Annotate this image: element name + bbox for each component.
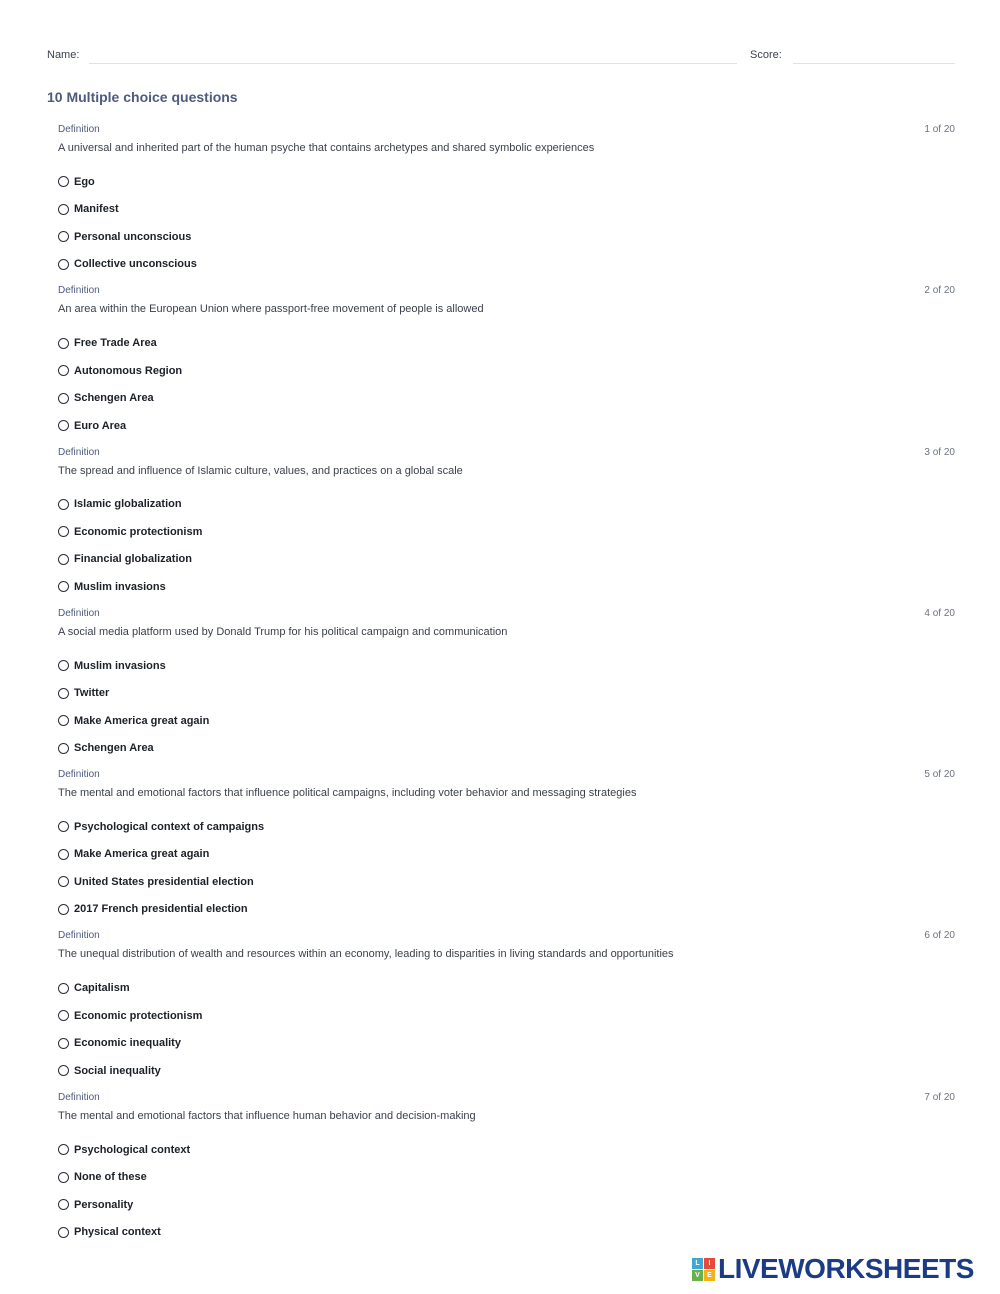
question-type-label: Definition [58, 769, 100, 781]
answer-option-label: Euro Area [74, 419, 127, 432]
answer-option-label: Economic protectionism [74, 1009, 203, 1022]
question-text: The spread and influence of Islamic culture, values, and practices on a global scale [58, 464, 463, 477]
question-header [58, 284, 955, 298]
answer-option-label: United States presidential election [74, 875, 254, 888]
answer-options [58, 329, 182, 439]
question-block [58, 768, 955, 929]
answer-option[interactable] [58, 518, 202, 546]
radio-button-icon[interactable] [58, 338, 69, 349]
answer-option-label: Schengen Area [74, 742, 154, 755]
radio-button-icon[interactable] [58, 231, 69, 242]
question-block [58, 929, 955, 1090]
question-text: The unequal distribution of wealth and resources within an economy, leading to disparities in living standards and opportunities [58, 948, 674, 961]
logo-mark-letter: L [692, 1258, 703, 1269]
answer-option[interactable] [58, 384, 182, 412]
answer-option-label: Capitalism [74, 982, 130, 995]
question-type-label: Definition [58, 1091, 100, 1103]
radio-button-icon[interactable] [58, 660, 69, 671]
radio-button-icon[interactable] [58, 876, 69, 887]
question-header [58, 607, 955, 621]
question-header [58, 1091, 955, 1105]
radio-button-icon[interactable] [58, 526, 69, 537]
logo-mark-letter: I [704, 1258, 715, 1269]
question-counter: 7 of 20 [924, 1091, 955, 1103]
answer-options [58, 491, 202, 601]
radio-button-icon[interactable] [58, 688, 69, 699]
question-counter: 4 of 20 [924, 607, 955, 619]
answer-option[interactable] [58, 974, 202, 1002]
score-input-line [793, 63, 955, 64]
answer-option[interactable] [58, 168, 197, 196]
answer-option-label: Twitter [74, 687, 110, 700]
answer-option-label: Make America great again [74, 848, 210, 861]
answer-option-label: None of these [74, 1171, 147, 1184]
radio-button-icon[interactable] [58, 983, 69, 994]
answer-option[interactable] [58, 1002, 202, 1030]
radio-button-icon[interactable] [58, 1065, 69, 1076]
question-type-label: Definition [58, 446, 100, 458]
answer-option[interactable] [58, 573, 202, 601]
answer-option-label: Psychological context of campaigns [74, 820, 265, 833]
logo-mark-letter: E [704, 1270, 715, 1281]
score-label: Score: [750, 49, 782, 61]
radio-button-icon[interactable] [58, 904, 69, 915]
question-type-label: Definition [58, 930, 100, 942]
logo-mark-icon [692, 1258, 715, 1281]
name-label: Name: [47, 49, 80, 61]
radio-button-icon[interactable] [58, 743, 69, 754]
radio-button-icon[interactable] [58, 1010, 69, 1021]
answer-option-label: Islamic globalization [74, 498, 182, 511]
answer-option-label: 2017 French presidential election [74, 903, 248, 916]
answer-option[interactable] [58, 841, 264, 869]
answer-options [58, 1136, 190, 1246]
answer-option-label: Social inequality [74, 1064, 161, 1077]
question-text: An area within the European Union where passport-free movement of people is allowed [58, 303, 484, 316]
question-counter: 1 of 20 [924, 124, 955, 135]
answer-option[interactable] [58, 223, 197, 251]
answer-option[interactable] [58, 357, 182, 385]
question-list [58, 123, 955, 1252]
liveworksheets-logo [692, 1255, 974, 1283]
radio-button-icon[interactable] [58, 365, 69, 376]
answer-option[interactable] [58, 868, 264, 896]
radio-button-icon[interactable] [58, 715, 69, 726]
question-counter: 5 of 20 [924, 769, 955, 781]
worksheet-header [47, 49, 955, 65]
logo-text: LIVEWORKSHEETS [718, 1253, 974, 1284]
answer-options [58, 974, 202, 1084]
question-text: A universal and inherited part of the human psyche that contains archetypes and shared symbolic experiences [58, 142, 595, 154]
radio-button-icon[interactable] [58, 420, 69, 431]
answer-option-label: Manifest [74, 203, 119, 216]
answer-option-label: Make America great again [74, 714, 210, 727]
answer-option[interactable] [58, 329, 182, 357]
answer-option-label: Free Trade Area [74, 337, 157, 350]
name-input-line[interactable] [89, 63, 737, 64]
radio-button-icon[interactable] [58, 259, 69, 270]
question-header [58, 929, 955, 943]
answer-options [58, 813, 264, 923]
answer-option-label: Schengen Area [74, 392, 154, 405]
section-title: 10 Multiple choice questions [47, 89, 238, 105]
radio-button-icon[interactable] [58, 849, 69, 860]
answer-option-label: Economic inequality [74, 1037, 181, 1050]
radio-button-icon[interactable] [58, 554, 69, 565]
logo-mark-letter: V [692, 1270, 703, 1281]
answer-option-label: Financial globalization [74, 553, 192, 566]
question-block [58, 1091, 955, 1252]
question-header [58, 446, 955, 460]
radio-button-icon[interactable] [58, 499, 69, 510]
question-block [58, 123, 955, 284]
answer-option[interactable] [58, 1163, 190, 1191]
question-text: A social media platform used by Donald Trump for his political campaign and communication [58, 625, 508, 638]
answer-option[interactable] [58, 1218, 190, 1246]
question-type-label: Definition [58, 124, 100, 135]
answer-option[interactable] [58, 1057, 202, 1085]
answer-option[interactable] [58, 196, 197, 224]
answer-option-label: Physical context [74, 1226, 161, 1239]
answer-option-label: Personal unconscious [74, 230, 192, 243]
radio-button-icon[interactable] [58, 581, 69, 592]
question-counter: 6 of 20 [924, 930, 955, 942]
answer-option-label: Psychological context [74, 1143, 191, 1156]
radio-button-icon[interactable] [58, 1199, 69, 1210]
answer-option-label: Ego [74, 175, 95, 188]
answer-option[interactable] [58, 1191, 190, 1219]
answer-option-label: Collective unconscious [74, 258, 197, 271]
question-text: The mental and emotional factors that influence human behavior and decision-making [58, 1109, 476, 1122]
radio-button-icon[interactable] [58, 1172, 69, 1183]
answer-option[interactable] [58, 546, 202, 574]
radio-button-icon[interactable] [58, 1144, 69, 1155]
question-header [58, 123, 955, 137]
answer-option[interactable] [58, 491, 202, 519]
answer-options [58, 168, 197, 278]
answer-option[interactable] [58, 734, 209, 762]
answer-option-label: Muslim invasions [74, 580, 166, 593]
question-type-label: Definition [58, 607, 100, 619]
question-counter: 3 of 20 [924, 446, 955, 458]
answer-option[interactable] [58, 679, 209, 707]
answer-option-label: Personality [74, 1198, 134, 1211]
answer-option[interactable] [58, 707, 209, 735]
question-header [58, 768, 955, 782]
question-text: The mental and emotional factors that influence political campaigns, including voter behavior and messaging strategies [58, 787, 637, 800]
answer-option[interactable] [58, 1029, 202, 1057]
radio-button-icon[interactable] [58, 393, 69, 404]
answer-option-label: Muslim invasions [74, 659, 166, 672]
answer-option[interactable] [58, 251, 197, 279]
radio-button-icon[interactable] [58, 204, 69, 215]
question-counter: 2 of 20 [924, 285, 955, 297]
question-block [58, 446, 955, 607]
question-type-label: Definition [58, 285, 100, 297]
answer-option[interactable] [58, 813, 264, 841]
radio-button-icon[interactable] [58, 176, 69, 187]
radio-button-icon[interactable] [58, 1227, 69, 1238]
radio-button-icon[interactable] [58, 821, 69, 832]
radio-button-icon[interactable] [58, 1038, 69, 1049]
answer-option[interactable] [58, 1136, 190, 1164]
answer-option[interactable] [58, 412, 182, 440]
answer-option[interactable] [58, 896, 264, 924]
answer-option-label: Autonomous Region [74, 364, 183, 377]
question-block [58, 607, 955, 768]
question-block [58, 284, 955, 445]
answer-options [58, 652, 209, 762]
answer-option-label: Economic protectionism [74, 525, 203, 538]
answer-option[interactable] [58, 652, 209, 680]
